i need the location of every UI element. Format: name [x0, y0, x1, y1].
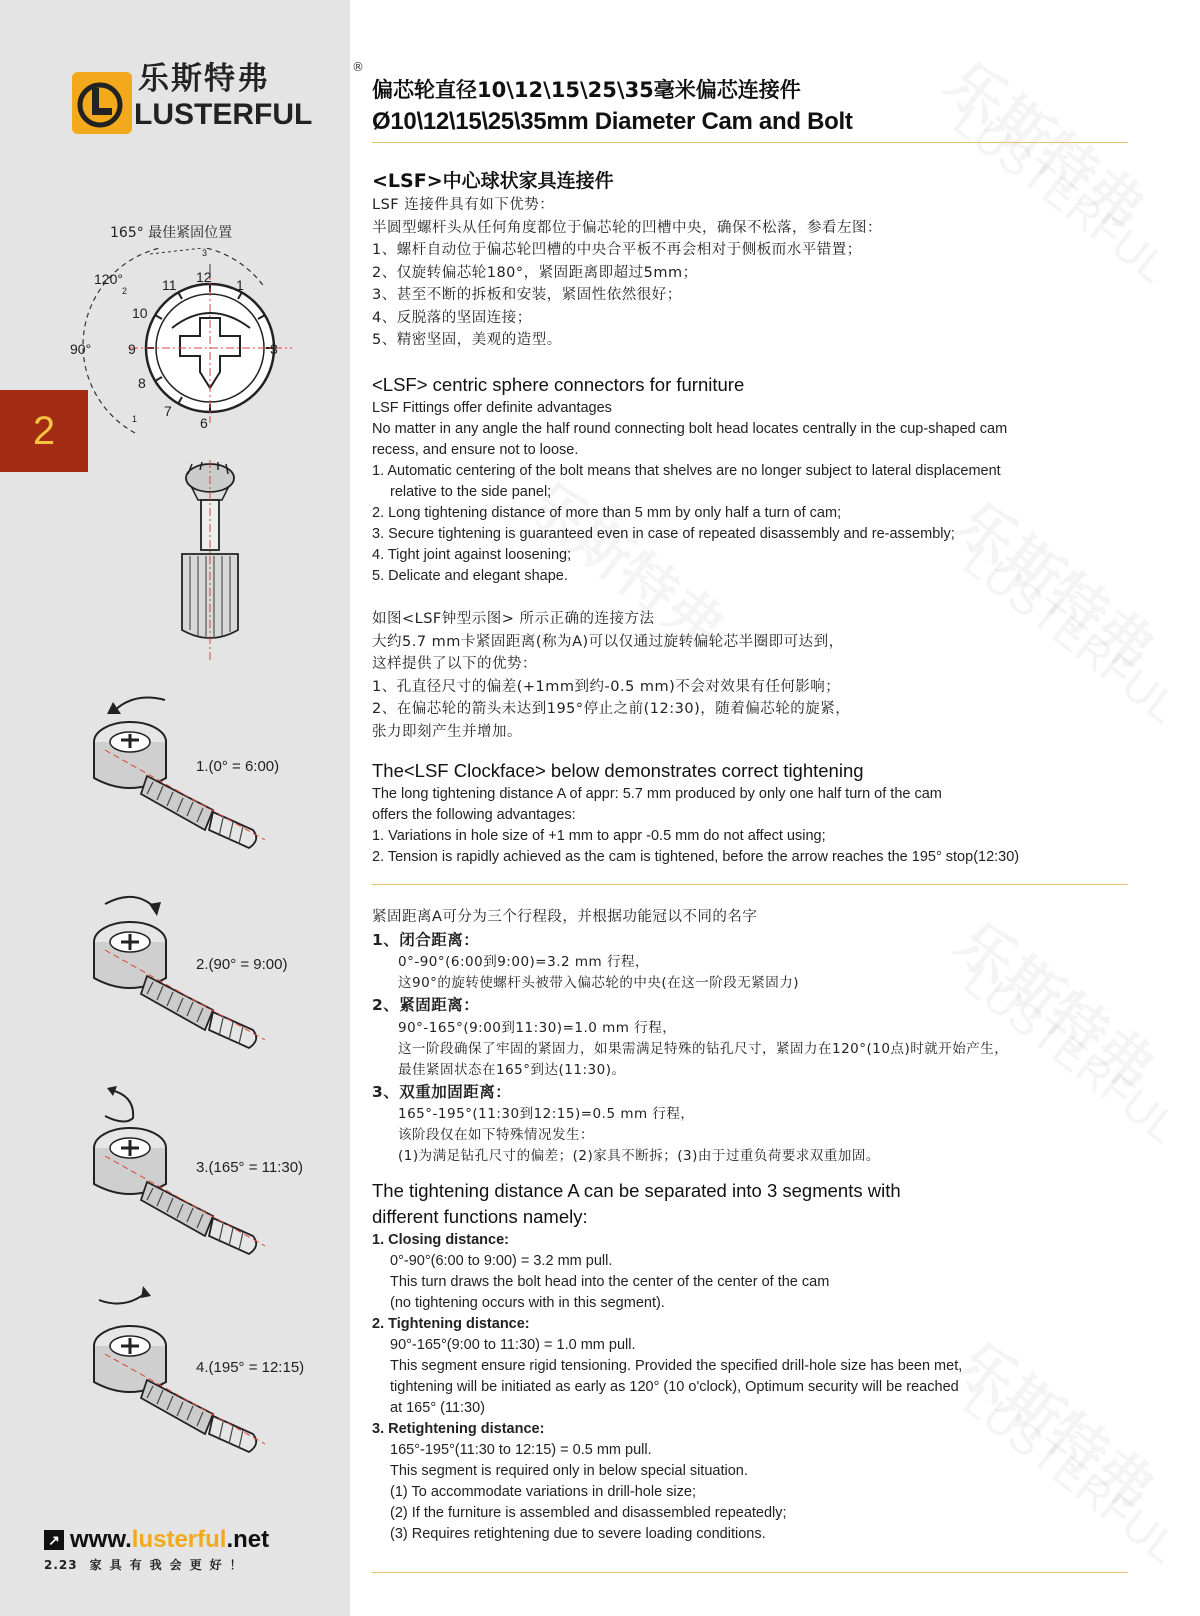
text-line: (1)为满足钻孔尺寸的偏差；(2)家具不断拆；(3)由于过重负荷要求双重加固。 — [398, 1148, 880, 1164]
step-1-illustration — [85, 690, 275, 864]
divider — [372, 884, 1128, 885]
step-3-illustration — [85, 1086, 275, 1270]
section-cn-segments — [372, 906, 1128, 1167]
text-line: 165°-195°(11:30 to 12:15) = 0.5 mm pull. — [390, 1442, 652, 1458]
text-line: No matter in any angle the half round connecting bolt head locates centrally in the cup-shaped cam — [372, 421, 1008, 437]
step-1-label: 1.(0° = 6:00) — [196, 758, 280, 775]
list-item: 1. Variations in hole size of +1 mm to appr -0.5 mm do not affect using; — [372, 828, 826, 844]
list-item: (1) To accommodate variations in drill-hole size; — [390, 1484, 696, 1500]
text-line: 这样提供了以下的优势： — [372, 656, 537, 672]
list-item: 4. Tight joint against loosening; — [372, 547, 572, 563]
list-item: 4、反脱落的坚固连接； — [372, 309, 532, 326]
section-heading-en: <LSF> centric sphere connectors for furniture — [372, 374, 745, 395]
list-item: 1、孔直径尺寸的偏差(+1mm到约-0.5 mm)不会对效果有任何影响； — [372, 678, 841, 695]
logo-mark-icon — [72, 72, 132, 134]
page-tab: 2 — [0, 390, 88, 472]
list-item: (2) If the furniture is assembled and disassembled repeatedly; — [390, 1505, 787, 1521]
registered-mark: ® — [352, 60, 364, 74]
clockface-diagram — [60, 248, 300, 462]
text-line: 张力即刻产生并增加。 — [372, 723, 522, 740]
text-line: 90°-165°(9:00到11:30)=1.0 mm 行程， — [398, 1019, 677, 1036]
list-item: (3) Requires retightening due to severe loading conditions. — [390, 1526, 766, 1542]
text-line: 0°-90°(6:00 to 9:00) = 3.2 mm pull. — [390, 1253, 613, 1269]
text-line: 如图<LSF钟型示图> 所示正确的连接方法 — [372, 611, 655, 627]
section-heading-en: The tightening distance A can be separated into 3 segments with — [372, 1180, 901, 1201]
clock-num-9: 9 — [128, 341, 136, 357]
clock-num-1: 1 — [236, 277, 244, 293]
clock-label-2: 2 — [122, 286, 128, 296]
clock-label-90: 90° — [70, 341, 92, 357]
bolt-illustration — [170, 460, 250, 664]
segment-title — [372, 1081, 1128, 1105]
clock-num-11: 11 — [162, 277, 177, 293]
divider — [372, 142, 1128, 143]
brand-name-en: LUSTERFUL — [134, 98, 313, 131]
list-item: 2. Tension is rapidly achieved as the cam is tightened, before the arrow reaches the 195° stop(12:30) — [372, 849, 1020, 865]
list-item: 1. Automatic centering of the bolt means that shelves are no longer subject to lateral displacement — [372, 463, 1001, 479]
clock-mark-1-low: 1 — [132, 414, 138, 424]
step-2-label: 2.(90° = 9:00) — [196, 956, 288, 973]
text-line: recess, and ensure not to loose. — [372, 442, 579, 458]
list-item: 5、精密坚固，美观的造型。 — [372, 332, 562, 348]
clock-num-3: 3 — [270, 341, 278, 357]
text-line: This turn draws the bolt head into the center of the center of the cam — [390, 1274, 830, 1290]
section-en-clockface — [372, 758, 1128, 868]
clock-label-120: 120° — [94, 271, 123, 287]
list-item: 5. Delicate and elegant shape. — [372, 568, 568, 584]
step-3-label: 3.(165° = 11:30) — [196, 1159, 304, 1176]
text-line: 这90°的旋转使螺杆头被带入偏芯轮的中央(在这一阶段无紧固力) — [398, 975, 799, 991]
section-heading-en: The<LSF Clockface> below demonstrates correct tightening — [372, 760, 864, 781]
text-line: 90°-165°(9:00 to 11:30) = 1.0 mm pull. — [390, 1337, 636, 1353]
text-line: This segment is required only in below special situation. — [390, 1463, 748, 1479]
text-line: tightening will be initiated as early as 120° (10 o'clock), Optimum security will be reached — [390, 1379, 959, 1395]
page-title-en: Ø10\12\15\25\35mm Diameter Cam and Bolt — [372, 108, 853, 135]
section-cn-advantages — [372, 168, 1128, 352]
slogan: 家具有我会更好！ — [89, 1558, 250, 1572]
section-heading-en: different functions namely: — [372, 1206, 588, 1227]
list-item: 1、螺杆自动位于偏芯轮凹槽的中央合平板不再会相对于侧板而水平错置； — [372, 242, 862, 258]
text-line: 该阶段仅在如下特殊情况发生： — [398, 1127, 594, 1143]
page-number: 2.23 — [44, 1558, 78, 1572]
text-line: 紧固距离A可分为三个行程段，并根据功能冠以不同的名字 — [372, 909, 758, 925]
section-en-segments — [372, 1178, 1128, 1545]
segment-title — [372, 929, 1128, 953]
segment-title — [372, 994, 1128, 1018]
url-prefix: www. — [70, 1526, 132, 1553]
list-item: 2、在偏芯轮的箭头未达到195°停止之前(12:30)，随着偏芯轮的旋紧， — [372, 701, 851, 717]
page-title-cn: 偏芯轮直径10\12\15\25\35毫米偏芯连接件 — [372, 78, 801, 102]
website-link[interactable] — [44, 1526, 269, 1554]
main-content — [372, 0, 1128, 1616]
text-line: 大约5.7 mm卡紧固距离(称为A)可以仅通过旋转偏轮芯半圈即可达到， — [372, 633, 844, 650]
step-4-label: 4.(195° = 12:15) — [196, 1359, 305, 1376]
list-item: 2、仅旋转偏芯轮180°，紧固距离即超过5mm； — [372, 264, 698, 281]
clock-num-10: 10 — [132, 305, 148, 321]
segment-title: 1. Closing distance: — [372, 1232, 509, 1248]
segment-title-text: 2、紧固距离： — [372, 996, 480, 1014]
list-item: relative to the side panel; — [390, 484, 552, 500]
text-line: 这一阶段确保了牢固的紧固力，如果需满足特殊的钻孔尺寸，紧固力在120°(10点)时就开始产生， — [398, 1040, 1009, 1057]
url-suffix: .net — [226, 1526, 270, 1553]
clock-num-12: 12 — [196, 269, 212, 285]
url-domain: lusterful — [131, 1526, 227, 1553]
text-line: offers the following advantages: — [372, 807, 576, 823]
clock-num-6: 6 — [200, 415, 208, 431]
text-line: 0°-90°(6:00到9:00)=3.2 mm 行程， — [398, 954, 649, 970]
list-item: 3. Secure tightening is guaranteed even in case of repeated disassembly and re-assembly; — [372, 526, 955, 542]
segment-title: 3. Retightening distance: — [372, 1421, 545, 1437]
text-line: LSF Fittings offer definite advantages — [372, 400, 612, 416]
clock-mark-3-top: 3 — [202, 248, 208, 258]
step-2-illustration — [85, 890, 275, 1064]
text-line: 165°-195°(11:30到12:15)=0.5 mm 行程， — [398, 1106, 695, 1122]
text-line: at 165° (11:30) — [390, 1400, 486, 1416]
list-item: 2. Long tightening distance of more than 5 mm by only half a turn of cam; — [372, 505, 842, 521]
divider — [372, 1572, 1128, 1573]
best-position-caption: 165° 最佳紧固位置 — [110, 225, 233, 241]
brand-name-cn: 乐斯特弗 — [138, 61, 270, 97]
section-cn-clockface — [372, 608, 1128, 743]
section-heading-cn: <LSF>中心球状家具连接件 — [372, 170, 614, 192]
footer-page-info — [44, 1556, 250, 1573]
list-item: 3、甚至不断的拆板和安装，紧固性依然很好； — [372, 287, 682, 303]
text-line: (no tightening occurs with in this segment). — [390, 1295, 665, 1311]
segment-title-text: 1、闭合距离： — [372, 930, 480, 949]
clock-num-8: 8 — [138, 375, 146, 391]
text-line: The long tightening distance A of appr: 5.7 mm produced by only one half turn of the cam — [372, 786, 942, 802]
text-line: This segment ensure rigid tensioning. Provided the specified drill-hole size has been met, — [390, 1358, 963, 1374]
step-4-illustration — [85, 1282, 275, 1476]
segment-title: 2. Tightening distance: — [372, 1316, 530, 1332]
section-en-advantages — [372, 372, 1128, 587]
clock-num-7: 7 — [164, 403, 172, 419]
text-line: LSF 连接件具有如下优势： — [372, 197, 555, 213]
sidebar — [0, 0, 364, 1616]
text-line: 最佳紧固状态在165°到达(11:30)。 — [398, 1061, 626, 1078]
link-arrow-icon: ↗ — [44, 1530, 64, 1550]
segment-title-text: 3、双重加固距离： — [372, 1082, 512, 1101]
text-line: 半圆型螺杆头从任何角度都位于偏芯轮的凹槽中央，确保不松落，参看左图： — [372, 219, 882, 236]
